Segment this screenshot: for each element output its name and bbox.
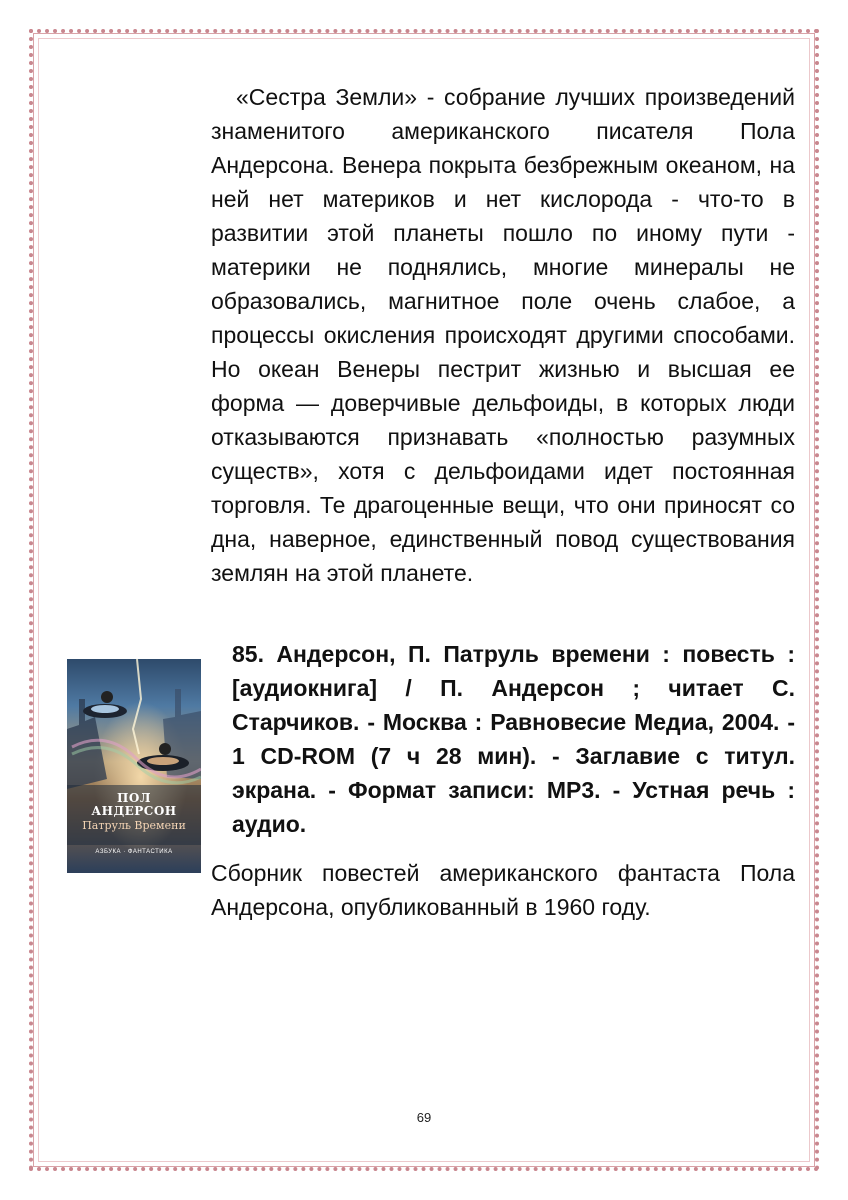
bibliographic-citation: 85. Андерсон, П. Патруль времени : повесть : [аудиокнига] / П. Андерсон ; читает С. Старчиков. - Москва : Равновесие Медиа, 2004. - 1 CD-ROM (7 ч 28 мин). - Заглавие с титул. экрана. - Формат записи: MP3. - Устная речь : аудио. bbox=[232, 641, 795, 837]
cover-author-line1: ПОЛ bbox=[117, 791, 151, 805]
page-number: 69 bbox=[416, 1110, 432, 1125]
description-paragraph: «Сестра Земли» - собрание лучших произведений знаменитого американского писателя Пола Андерсона. Венера покрыта безбрежным океаном, на ней нет материков и нет кислорода - что-то в развитии этой планеты пошло по иному пути - материки не поднялись, многие минералы не образовались, магнитное поле очень слабое, а процессы окисления происходят другими способами. Но океан Венеры пестрит жизнью и высшая ее форма — доверчивые дельфоиды, в которых люди отказываются признавать «полностью разумных существ», хотя с дельфоидами идет постоянная торговля. Те драгоценные вещи, что они приносят со дна, наверное, единственный повод существования землян на этой планете. bbox=[211, 84, 795, 586]
cover-title: Патруль Времени bbox=[82, 819, 186, 832]
cover-artwork bbox=[67, 659, 201, 873]
entry-annotation: Сборник повестей американского фантаста Пола Андерсона, опубликованный в 1960 году. bbox=[211, 860, 795, 920]
cover-author-line2: АНДЕРСОН bbox=[91, 804, 177, 818]
cover-author bbox=[67, 792, 201, 818]
book-cover-image bbox=[67, 659, 201, 873]
cover-publisher: АЗБУКА · ФАНТАСТИКА bbox=[95, 849, 173, 855]
